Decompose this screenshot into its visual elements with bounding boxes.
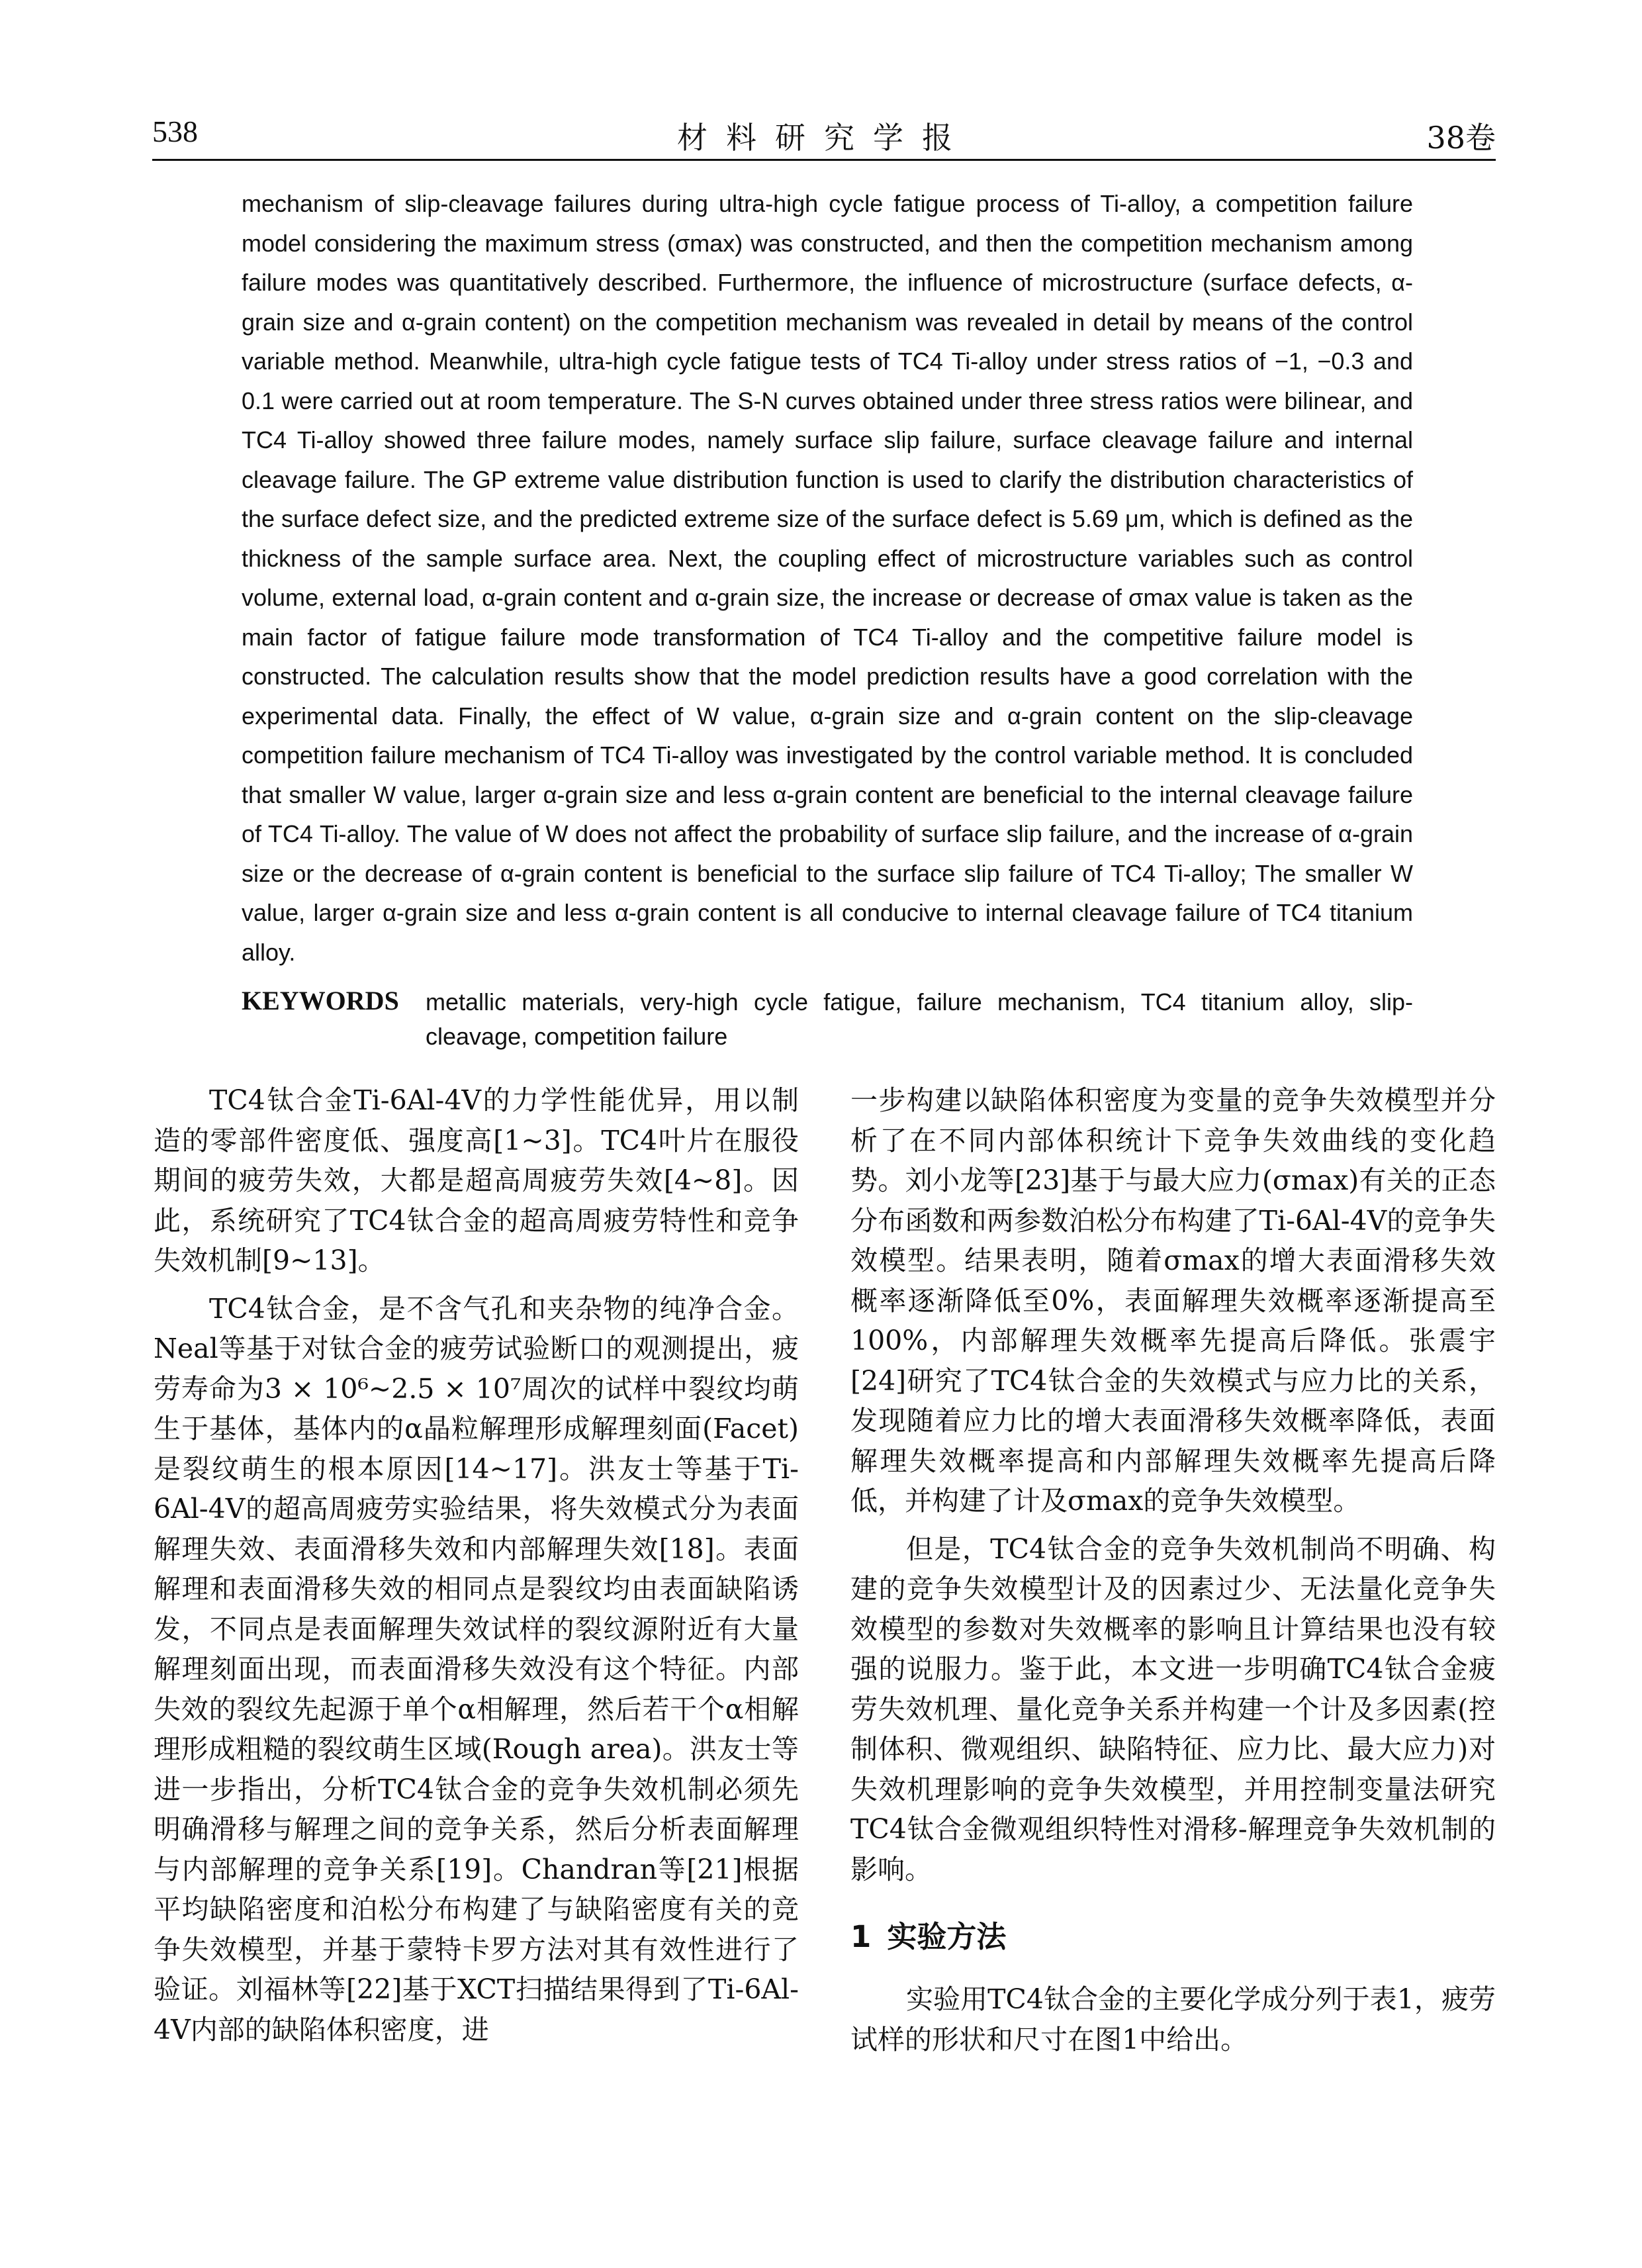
running-header	[152, 114, 1496, 154]
english-abstract	[242, 184, 1413, 972]
body-paragraph: 一步构建以缺陷体积密度为变量的竞争失效模型并分析了在不同内部体积统计下竞争失效曲线的变化趋势。刘小龙等[23]基于与最大应力(σmax)有关的正态分布函数和两参数泊松分布构建了Ti-6Al-4V的竞争失效模型。结果表明，随着σmax的增大表面滑移失效概率逐渐降低至0%，表面解理失效概率逐渐提高至100%，内部解理失效概率先提高后降低。张震宇[24]研究了TC4钛合金的失效模式与应力比的关系，发现随着应力比的增大表面滑移失效概率降低，表面解理失效概率提高和内部解理失效概率先提高后降低，并构建了计及σmax的竞争失效模型。	[850, 1084, 1496, 1517]
keywords-text: metallic materials, very-high cycle fatigue, failure mechanism, TC4 titanium alloy, slip-cleavage, competition failure	[426, 988, 1413, 1050]
header-rule	[152, 159, 1496, 161]
section-title: 实验方法	[887, 1919, 1007, 1954]
body-paragraph: 实验用TC4钛合金的主要化学成分列于表1，疲劳试样的形状和尺寸在图1中给出。	[850, 1983, 1496, 2055]
left-column	[154, 1080, 799, 2050]
section-heading	[850, 1917, 1496, 1957]
volume-label: 38卷	[1426, 120, 1496, 156]
page-number: 538	[152, 115, 198, 148]
right-column	[850, 1080, 1496, 2059]
body-paragraph: TC4钛合金Ti-6Al-4V的力学性能优异，用以制造的零部件密度低、强度高[1~3]。TC4叶片在服役期间的疲劳失效，大都是超高周疲劳失效[4~8]。因此，系统研究了TC4钛合金的超高周疲劳特性和竞争失效机制[9~13]。	[154, 1084, 799, 1276]
body-paragraph: TC4钛合金，是不含气孔和夹杂物的纯净合金。Neal等基于对钛合金的疲劳试验断口的观测提出，疲劳寿命为3 × 10⁶~2.5 × 10⁷周次的试样中裂纹均萌生于基体，基体内的α晶粒解理形成解理刻面(Facet)是裂纹萌生的根本原因[14~17]。洪友士等基于Ti-6Al-4V的超高周疲劳实验结果，将失效模式分为表面解理失效、表面滑移失效和内部解理失效[18]。表面解理和表面滑移失效的相同点是裂纹均由表面缺陷诱发，不同点是表面解理失效试样的裂纹源附近有大量解理刻面出现，而表面滑移失效没有这个特征。内部失效的裂纹先起源于单个α相解理，然后若干个α相解理形成粗糙的裂纹萌生区域(Rough area)。洪友士等进一步指出，分析TC4钛合金的竞争失效机制必须先明确滑移与解理之间的竞争关系，然后分析表面解理与内部解理的竞争关系[19]。Chandran等[21]根据平均缺陷密度和泊松分布构建了与缺陷密度有关的竞争失效模型，并基于蒙特卡罗方法对其有效性进行了验证。刘福林等[22]基于XCT扫描结果得到了Ti-6Al-4V内部的缺陷体积密度，进	[154, 1292, 799, 2046]
section-number: 1	[850, 1919, 872, 1954]
body-paragraph: 但是，TC4钛合金的竞争失效机制尚不明确、构建的竞争失效模型计及的因素过少、无法量化竞争失效模型的参数对失效概率的影响且计算结果也没有较强的说服力。鉴于此，本文进一步明确TC4钛合金疲劳失效机理、量化竞争关系并构建一个计及多因素(控制体积、微观组织、缺陷特征、应力比、最大应力)对失效机理影响的竞争失效模型，并用控制变量法研究TC4钛合金微观组织特性对滑移-解理竞争失效机制的影响。	[850, 1533, 1496, 1885]
keywords-label: KEYWORDS	[242, 986, 399, 1016]
abstract-text: mechanism of slip-cleavage failures during ultra-high cycle fatigue process of Ti-alloy, a competition failure model considering the maximum stress (σmax) was constructed, and then the competition mechanism among failure modes was quantitatively described. Furthermore, the influence of microstructure (surface defects, α-grain size and α-grain content) on the competition mechanism was revealed in detail by means of the control variable method. Meanwhile, ultra-high cycle fatigue tests of TC4 Ti-alloy under stress ratios of −1, −0.3 and 0.1 were carried out at room temperature. The S-N curves obtained under three stress ratios were bilinear, and TC4 Ti-alloy showed three failure modes, namely surface slip failure, surface cleavage failure and internal cleavage failure. The GP extreme value distribution function is used to clarify the distribution characteristics of the surface defect size, and the predicted extreme size of the surface defect is 5.69 μm, which is defined as the thickness of the sample surface area. Next, the coupling effect of microstructure variables such as control volume, external load, α-grain content and α-grain size, the increase or decrease of σmax value is taken as the main factor of fatigue failure mode transformation of TC4 Ti-alloy and the competitive failure model is constructed. The calculation results show that the model prediction results have a good correlation with the experimental data. Finally, the effect of W value, α-grain size and α-grain content on the slip-cleavage competition failure mechanism of TC4 Ti-alloy was investigated by the control variable method. It is concluded that smaller W value, larger α-grain size and less α-grain content are beneficial to the internal cleavage failure of TC4 Ti-alloy. The value of W does not affect the probability of surface slip failure, and the increase of α-grain size or the decrease of α-grain content is beneficial to the surface slip failure of TC4 Ti-alloy; The smaller W value, larger α-grain size and less α-grain content is all conducive to internal cleavage failure of TC4 titanium alloy.	[242, 190, 1413, 966]
journal-title: 材料研究学报	[677, 120, 971, 156]
